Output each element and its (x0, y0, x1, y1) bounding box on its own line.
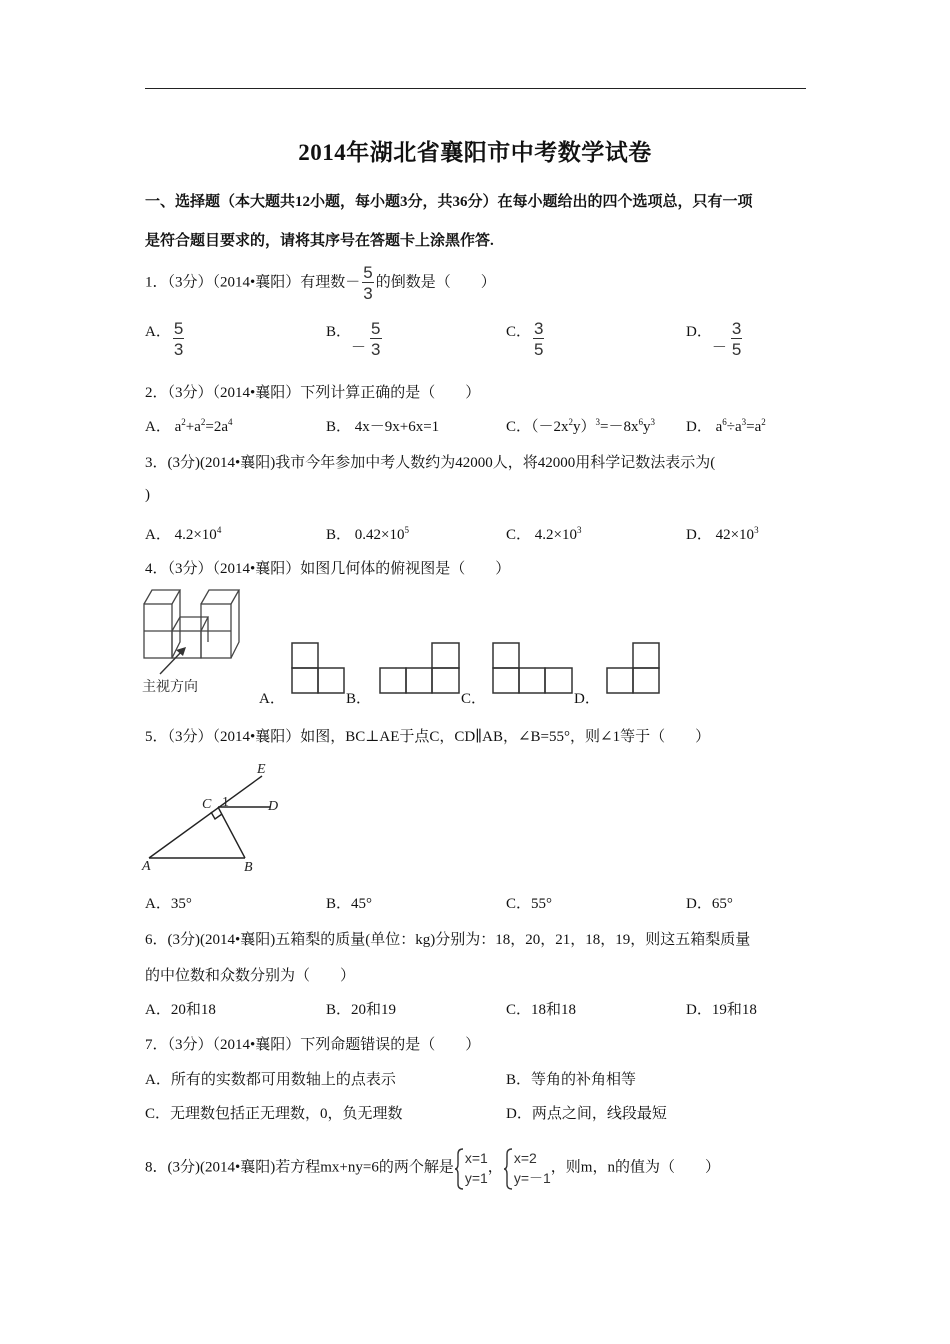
q5-option-c: C．55° (506, 896, 553, 912)
q6-option-c: C．18和18 (506, 1002, 577, 1018)
option-label: B． (326, 419, 352, 435)
question-6-line2: 的中位数和众数分别为（ ） (145, 968, 356, 984)
question-6-line1: 6．(3分)(2014•襄阳)五箱梨的质量(单位：kg)分别为：18，20，21，18，19，则这五箱梨质量 (145, 932, 751, 948)
q5-option-a: A．35° (145, 896, 192, 912)
q5-option-b: B．45° (326, 896, 373, 912)
line-ae (149, 776, 262, 858)
option-label: A． (145, 324, 171, 340)
q4-option-d-figure (605, 641, 661, 695)
minus-sign: － (711, 339, 727, 356)
page-title: 2014年湖北省襄阳市中考数学试卷 (298, 140, 652, 165)
option-label: D． (686, 527, 712, 543)
frac-den: 3 (371, 340, 381, 359)
q1-option-d (686, 320, 744, 358)
q3-option-c (506, 523, 581, 544)
q3-option-d (686, 523, 759, 544)
sci-exponent: 3 (754, 525, 759, 535)
equation-line: y=－1 (513, 1170, 551, 1186)
option-label: B． (326, 527, 352, 543)
sci-mantissa: 42×10 (715, 527, 755, 543)
q1-frac-num: 5 (363, 263, 373, 282)
header-rule (145, 88, 806, 89)
right-angle-mark (211, 812, 222, 819)
q7-option-a: A．所有的实数都可用数轴上的点表示 (145, 1072, 396, 1088)
q1-option-b (326, 320, 384, 358)
question-2-stem: 2．（3分）（2014•襄阳）下列计算正确的是（ ） (145, 385, 481, 401)
q2-b-text: 4x－9x+6x=1 (354, 419, 440, 435)
q5-geometry-figure (140, 758, 290, 878)
q4-label-b: B． (346, 691, 372, 707)
point-b-label: B (244, 860, 253, 875)
point-e-label: E (257, 762, 266, 777)
q3-option-b (326, 523, 409, 544)
q6-option-d: D．19和18 (686, 1002, 757, 1018)
q1-prefix: 1．（3分）（2014•襄阳）有理数－ (145, 274, 361, 291)
question-1-stem (145, 264, 496, 302)
frac-den: 5 (731, 340, 742, 359)
sci-exponent: 3 (576, 525, 582, 535)
question-4-stem: 4．（3分）（2014•襄阳）如图几何体的俯视图是（ ） (145, 561, 511, 577)
q7-option-c: C．无理数包括正无理数，0，负无理数 (145, 1106, 403, 1122)
q1-option-c (506, 320, 546, 358)
sci-mantissa: 4.2×10 (174, 527, 217, 543)
frac-num: 5 (173, 319, 184, 338)
q8-prefix: 8．(3分)(2014•襄阳)若方程mx+ny=6的两个解是 (145, 1159, 454, 1176)
view-direction-label: 主视方向 (142, 678, 198, 694)
q6-option-a: A．20和18 (145, 1002, 216, 1018)
question-5-stem: 5．（3分）（2014•襄阳）如图，BC⊥AE于点C，CD∥AB，∠B=55°，则∠1等于（ ） (145, 729, 711, 745)
q4-label-a: A． (259, 691, 285, 707)
q4-option-c-figure (491, 641, 575, 695)
option-label: B． (326, 324, 352, 340)
option-label: C． (506, 419, 532, 435)
option-label: C． (506, 324, 532, 340)
q2-option-d: D． $a^6\div a^3=a^2$ (686, 417, 766, 435)
frac-den: 5 (534, 340, 544, 359)
q8-system-1 (454, 1148, 488, 1188)
option-label: D． (686, 324, 712, 340)
sci-exponent: 4 (216, 525, 222, 535)
left-brace-icon (454, 1148, 464, 1190)
q7-option-d: D．两点之间，线段最短 (506, 1106, 667, 1122)
q8-separator: ， (487, 1159, 503, 1176)
q1-frac-den: 3 (363, 284, 373, 303)
q8-system-2 (503, 1148, 551, 1188)
q4-label-d: D． (574, 691, 600, 707)
q3-option-a (145, 523, 221, 544)
angle-1-label: 1 (222, 795, 229, 810)
q7-option-b: B．等角的补角相等 (506, 1072, 637, 1088)
q2-option-c: C．$(-2x^2y)^3=-8x^6y^3$ (506, 417, 656, 435)
q1-a-fraction (173, 320, 184, 358)
q1-option-a (145, 320, 186, 358)
point-a-label: A (142, 859, 151, 874)
sci-mantissa: 0.42×10 (354, 527, 405, 543)
q4-label-c: C． (461, 691, 487, 707)
section-heading-line2: 是符合题目要求的，请将其序号在答题卡上涂黑作答. (145, 233, 494, 249)
equation-line: x=1 (464, 1150, 488, 1166)
option-label: D． (686, 419, 712, 435)
q4-option-b-figure (378, 641, 462, 695)
q4-option-a-figure (290, 641, 346, 695)
frac-num: 3 (731, 319, 742, 338)
q2-option-a: A． $a^2+a^2=2a^4$ (145, 417, 233, 435)
frac-num: 3 (534, 319, 544, 338)
option-label: A． (145, 419, 171, 435)
option-label: A． (145, 527, 171, 543)
q6-option-b: B．20和19 (326, 1002, 397, 1018)
question-3-line1: 3．(3分)(2014•襄阳)我市今年参加中考人数约为42000人，将42000用科学记数法表示为( (145, 455, 716, 471)
q1-suffix: 的倒数是（ ） (375, 274, 496, 291)
sci-mantissa: 4.2×10 (534, 527, 577, 543)
q8-suffix: ，则m，n的值为（ ） (550, 1159, 720, 1176)
question-7-stem: 7．（3分）（2014•襄阳）下列命题错误的是（ ） (145, 1037, 481, 1053)
q1-fraction (362, 264, 373, 302)
q2-option-b (326, 415, 439, 436)
q5-option-d: D．65° (686, 896, 733, 912)
section-heading-line1: 一、选择题（本大题共12小题，每小题3分，共36分）在每小题给出的四个选项总，只有一项 (145, 194, 753, 210)
point-d-label: D (268, 799, 279, 814)
left-brace-icon (503, 1148, 513, 1190)
q1-c-fraction (533, 320, 544, 358)
option-label: C． (506, 527, 532, 543)
q1-d-fraction (731, 320, 742, 358)
q1-b-fraction (370, 320, 381, 358)
equation-line: y=1 (464, 1170, 488, 1186)
q4-solid-figure (140, 584, 250, 696)
question-3-line2: ) (145, 487, 150, 503)
point-c-label: C (202, 797, 212, 812)
question-8-stem (145, 1148, 720, 1188)
frac-num: 5 (371, 319, 381, 338)
minus-sign: － (351, 339, 367, 356)
frac-den: 3 (173, 340, 184, 359)
equation-line: x=2 (513, 1150, 537, 1166)
sci-exponent: 5 (404, 525, 409, 535)
